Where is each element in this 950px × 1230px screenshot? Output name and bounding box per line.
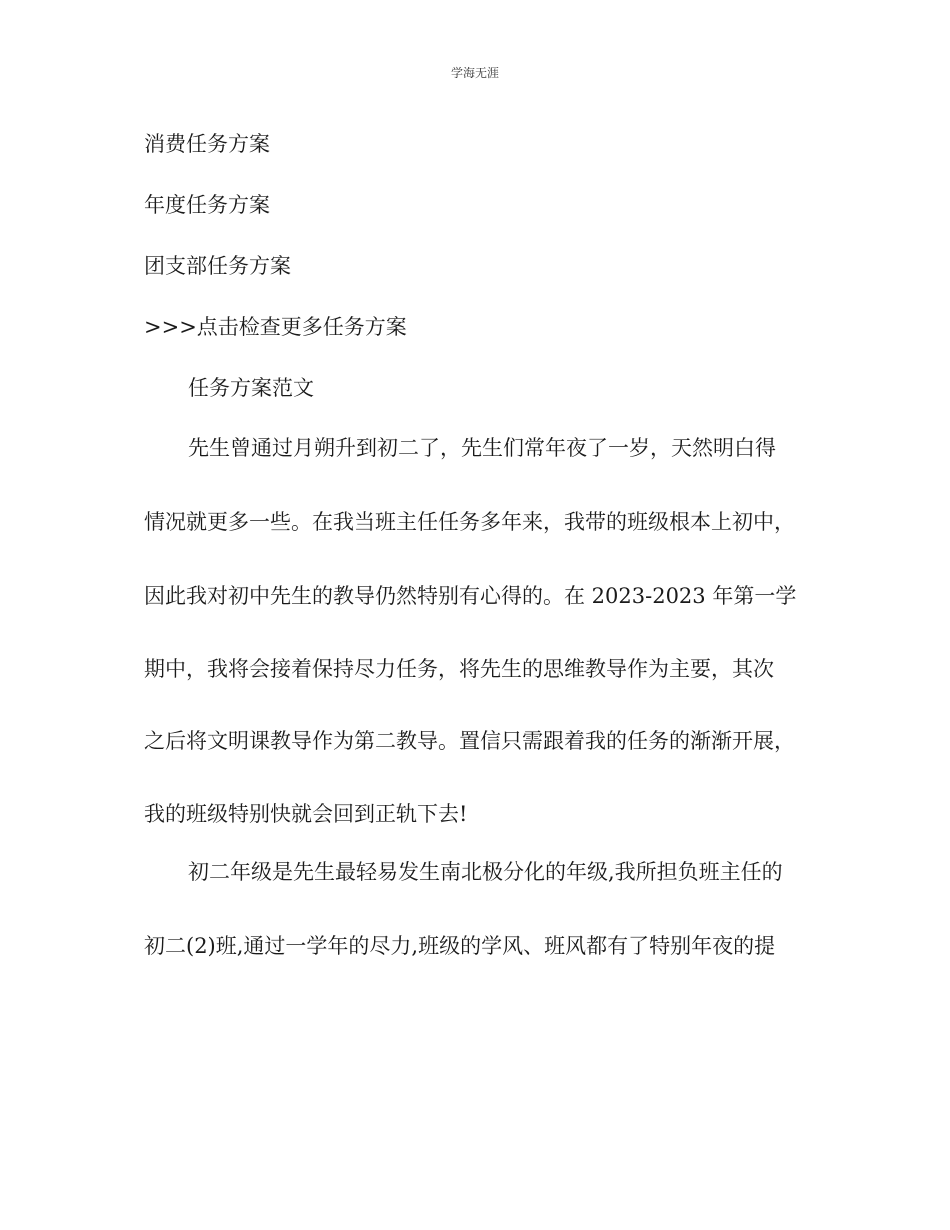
paragraph-line: 因此我对初中先生的教导仍然特别有心得的。在 2023-2023 年第一学 [144, 584, 797, 608]
page-header: 学海无涯 [450, 66, 499, 80]
link-more-plans[interactable]: >>>点击检查更多任务方案 [144, 315, 407, 339]
link-annual-plan[interactable]: 年度任务方案 [144, 193, 270, 217]
paragraph-line: 先生曾通过月朔升到初二了，先生们常年夜了一岁，天然明白得 [188, 436, 776, 460]
link-consumption-plan[interactable]: 消费任务方案 [144, 132, 270, 156]
article-title: 任务方案范文 [188, 376, 314, 400]
paragraph-line: 初二(2)班,通过一学年的尽力,班级的学风、班风都有了特别年夜的提 [144, 934, 776, 958]
paragraph-line: 情况就更多一些。在我当班主任任务多年来，我带的班级根本上初中， [144, 510, 795, 534]
paragraph-line: 我的班级特别快就会回到正轨下去! [144, 802, 468, 826]
paragraph-line: 期中，我将会接着保持尽力任务，将先生的思维教导作为主要，其次 [144, 657, 774, 681]
paragraph-line: 之后将文明课教导作为第二教导。置信只需跟着我的任务的渐渐开展， [144, 729, 795, 753]
paragraph-line: 初二年级是先生最轻易发生南北极分化的年级,我所担负班主任的 [188, 860, 783, 884]
link-league-branch-plan[interactable]: 团支部任务方案 [144, 254, 291, 278]
